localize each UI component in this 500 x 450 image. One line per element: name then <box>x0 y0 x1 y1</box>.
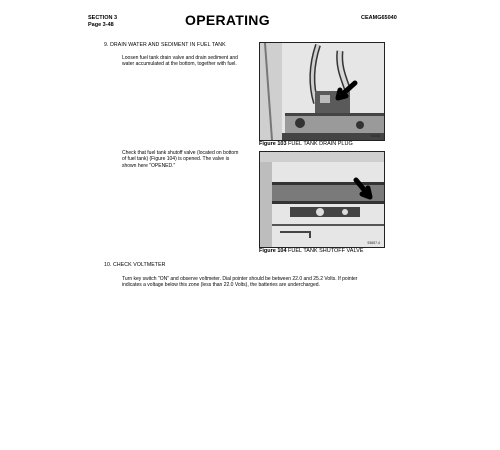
figure-104-caption-text: FUEL TANK SHUTOFF VALVE <box>288 248 364 254</box>
paragraph-line: Check that fuel tank shutoff valve (located on bottom <box>122 150 239 156</box>
page-number: Page 3-48 <box>88 22 114 28</box>
paragraph-line: Loosen fuel tank drain valve and drain sediment and <box>122 55 238 61</box>
figure-104-code: 93657.4 <box>367 241 380 245</box>
paragraph-line: water accumulated at the bottom, together with fuel. <box>122 61 237 68</box>
paragraph-line: shown here "OPENED." <box>122 162 176 169</box>
step-9-paragraph-2 <box>122 150 238 169</box>
figure-103-label: Figure 103 <box>259 141 287 147</box>
step-9-paragraph-1 <box>122 55 238 68</box>
figure-103-caption <box>259 141 353 147</box>
step-10-heading: 10. CHECK VOLTMETER <box>104 262 166 268</box>
paragraph-line: Turn key switch "ON" and observe voltmeter. Dial pointer should be between 22.0 and 25.2 Volts. If pointer <box>122 276 358 282</box>
step-10-paragraph <box>122 276 357 289</box>
section-number: SECTION 3 <box>88 15 118 21</box>
step-9-heading: 9. DRAIN WATER AND SEDIMENT IN FUEL TANK <box>104 42 226 48</box>
document-id: CEAMG65040 <box>361 15 397 21</box>
section-label <box>88 15 117 29</box>
figure-104-caption <box>259 248 363 254</box>
figure-104-label: Figure 104 <box>259 248 287 254</box>
figure-104-image <box>259 151 385 248</box>
page-title: OPERATING <box>185 12 270 28</box>
figure-103-image <box>259 42 385 141</box>
fuel-tank-shutoff-valve-illustration <box>260 152 384 247</box>
figure-103-caption-text: FUEL TANK DRAIN PLUG <box>288 141 353 147</box>
figure-103-code: 93056 <box>370 134 380 138</box>
fuel-tank-drain-plug-illustration <box>260 43 384 140</box>
paragraph-line: indicates a voltage below this zone (less than 22.0 Volts), the batteries are undercharged. <box>122 282 320 289</box>
paragraph-line: of fuel tank) (Figure 104) is opened. The valve is <box>122 156 230 163</box>
